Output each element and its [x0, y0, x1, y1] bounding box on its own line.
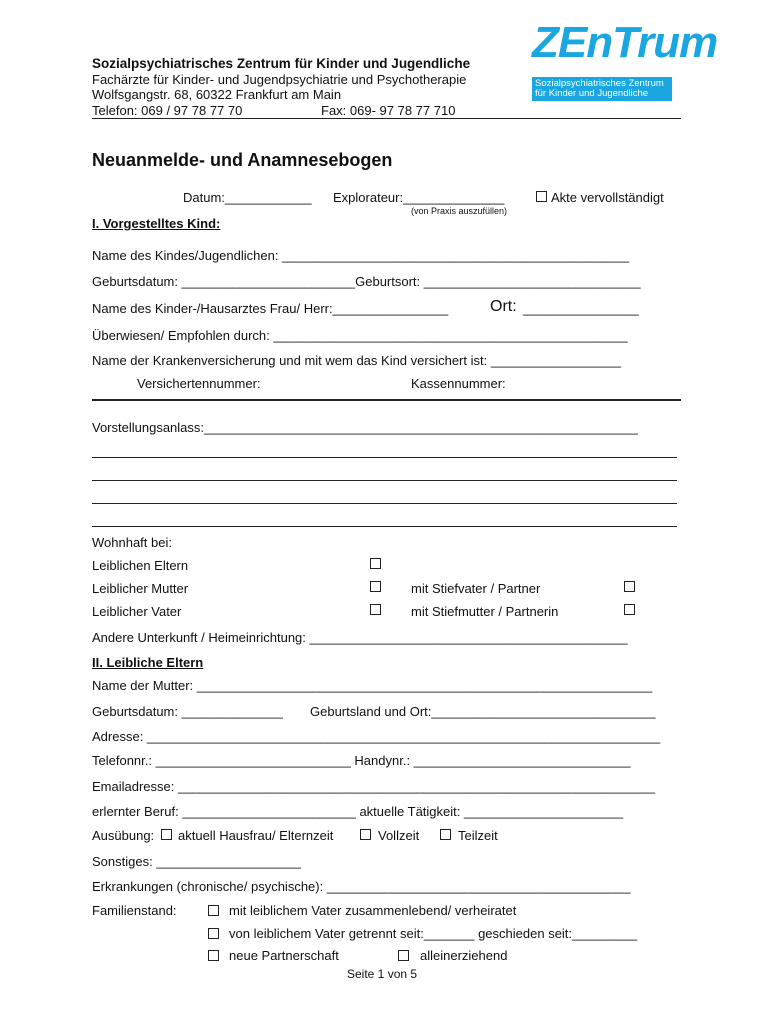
vorstellungsanlass-line-3[interactable]: [92, 503, 677, 504]
hausfrau-label: aktuell Hausfrau/ Elternzeit: [178, 828, 334, 843]
leibl-eltern-label: Leiblichen Eltern: [92, 558, 189, 573]
vorstellungsanlass-line-4[interactable]: [92, 526, 677, 527]
logo-subtitle-line1: Sozialpsychiatrisches Zentrum: [535, 78, 664, 89]
fam-zusammenlebend-checkbox[interactable]: [208, 905, 219, 916]
fam-getrennt-checkbox[interactable]: [208, 928, 219, 939]
hausfrau-checkbox[interactable]: [161, 829, 172, 840]
ueberwiesen-field[interactable]: Überwiesen/ Empfohlen durch: _________________________________________________: [92, 328, 628, 343]
erkrankungen-field[interactable]: Erkrankungen (chronische/ psychische): __________________________________________: [92, 879, 631, 894]
fam-alleinerziehend-label: alleinerziehend: [420, 948, 508, 963]
wohnhaft-label: Wohnhaft bei:: [92, 535, 172, 550]
fam-partnerschaft-label: neue Partnerschaft: [229, 948, 339, 963]
form-title: Neuanmelde- und Anamnesebogen: [92, 150, 393, 170]
leibl-eltern-checkbox[interactable]: [370, 558, 381, 569]
familienstand-label: Familienstand:: [92, 903, 177, 918]
section-leibliche-eltern: II. Leibliche Eltern: [92, 655, 204, 670]
adresse-field[interactable]: Adresse: _______________________________________________________________________: [92, 729, 661, 744]
teilzeit-label: Teilzeit: [458, 828, 498, 843]
ort-field[interactable]: ________________: [523, 301, 639, 316]
leibl-mutter-label: Leiblicher Mutter: [92, 581, 189, 596]
vorstellungsanlass-field[interactable]: Vorstellungsanlass:____________________________________________________________: [92, 420, 638, 435]
stiefvater-label: mit Stiefvater / Partner: [411, 581, 541, 596]
header-rule: [92, 118, 681, 119]
explorateur-field[interactable]: Explorateur:______________: [333, 190, 505, 205]
page-number: Seite 1 von 5: [347, 967, 418, 981]
fam-partnerschaft-checkbox[interactable]: [208, 950, 219, 961]
andere-unterkunft-field[interactable]: Andere Unterkunft / Heimeinrichtung: ____________________________________________: [92, 630, 628, 645]
logo-subtitle-line2: für Kinder und Jugendliche: [535, 88, 649, 99]
section-vorgestelltes-kind: I. Vorgestelltes Kind:: [92, 216, 221, 231]
ort-label: Ort:: [490, 298, 517, 315]
akte-checkbox[interactable]: [536, 191, 547, 202]
stiefmutter-label: mit Stiefmutter / Partnerin: [411, 604, 559, 619]
akte-label: Akte vervollständigt: [551, 190, 664, 205]
teilzeit-checkbox[interactable]: [440, 829, 451, 840]
telefon-field[interactable]: Telefonnr.: ___________________________ Handynr.: ______________________________: [92, 753, 631, 768]
ausuebung-label: Ausübung:: [92, 828, 155, 843]
leibl-vater-label: Leiblicher Vater: [92, 604, 182, 619]
krankenversicherung-field[interactable]: Name der Krankenversicherung und mit wem das Kind versichert ist: __________________: [92, 353, 621, 368]
vollzeit-label: Vollzeit: [378, 828, 420, 843]
stiefvater-checkbox[interactable]: [624, 581, 635, 592]
vorstellungsanlass-line-2[interactable]: [92, 480, 677, 481]
versichertennummer-label: Versichertennummer:: [137, 376, 261, 391]
kassennummer-label: Kassennummer:: [411, 376, 506, 391]
fam-alleinerziehend-checkbox[interactable]: [398, 950, 409, 961]
clinic-address: Wolfsgangstr. 68, 60322 Frankfurt am Main: [92, 87, 342, 102]
geburtsdatum-field[interactable]: Geburtsdatum: ________________________Geburtsort: ______________________________: [92, 274, 641, 289]
sonstiges-field[interactable]: Sonstiges: ____________________: [92, 854, 301, 869]
kinderarzt-field[interactable]: Name des Kinder-/Hausarztes Frau/ Herr:________________: [92, 301, 449, 316]
clinic-fax: Fax: 069- 97 78 77 710: [321, 103, 456, 118]
clinic-phone: Telefon: 069 / 97 78 77 70: [92, 103, 243, 118]
email-field[interactable]: Emailadresse: __________________________________________________________________: [92, 779, 656, 794]
leibl-vater-checkbox[interactable]: [370, 604, 381, 615]
name-kind-field[interactable]: Name des Kindes/Jugendlichen: ________________________________________________: [92, 248, 630, 263]
beruf-field[interactable]: erlernter Beruf: ________________________ aktuelle Tätigkeit: ______________________: [92, 804, 624, 819]
fam-zusammenlebend-label: mit leiblichem Vater zusammenlebend/ verheiratet: [229, 903, 517, 918]
mutter-geburtsdatum-field[interactable]: Geburtsdatum: ______________: [92, 704, 283, 719]
clinic-subtitle: Fachärzte für Kinder- und Jugendpsychiatrie und Psychotherapie: [92, 72, 467, 87]
clinic-title: Sozialpsychiatrisches Zentrum für Kinder und Jugendliche: [92, 56, 471, 71]
mutter-geburtsland-field[interactable]: Geburtsland und Ort:_______________________________: [310, 704, 656, 719]
praxis-note: (von Praxis auszufüllen): [411, 206, 508, 216]
logo-subtitle: [532, 77, 672, 101]
vollzeit-checkbox[interactable]: [360, 829, 371, 840]
name-mutter-field[interactable]: Name der Mutter: _______________________________________________________________: [92, 678, 653, 693]
zentrum-logo: ZEnTrum: [532, 18, 718, 67]
section-rule: [92, 399, 681, 401]
datum-field[interactable]: Datum:____________: [183, 190, 312, 205]
stiefmutter-checkbox[interactable]: [624, 604, 635, 615]
leibl-mutter-checkbox[interactable]: [370, 581, 381, 592]
vorstellungsanlass-line-1[interactable]: [92, 457, 677, 458]
fam-getrennt-field[interactable]: von leiblichem Vater getrennt seit:_______ geschieden seit:_________: [229, 926, 638, 941]
